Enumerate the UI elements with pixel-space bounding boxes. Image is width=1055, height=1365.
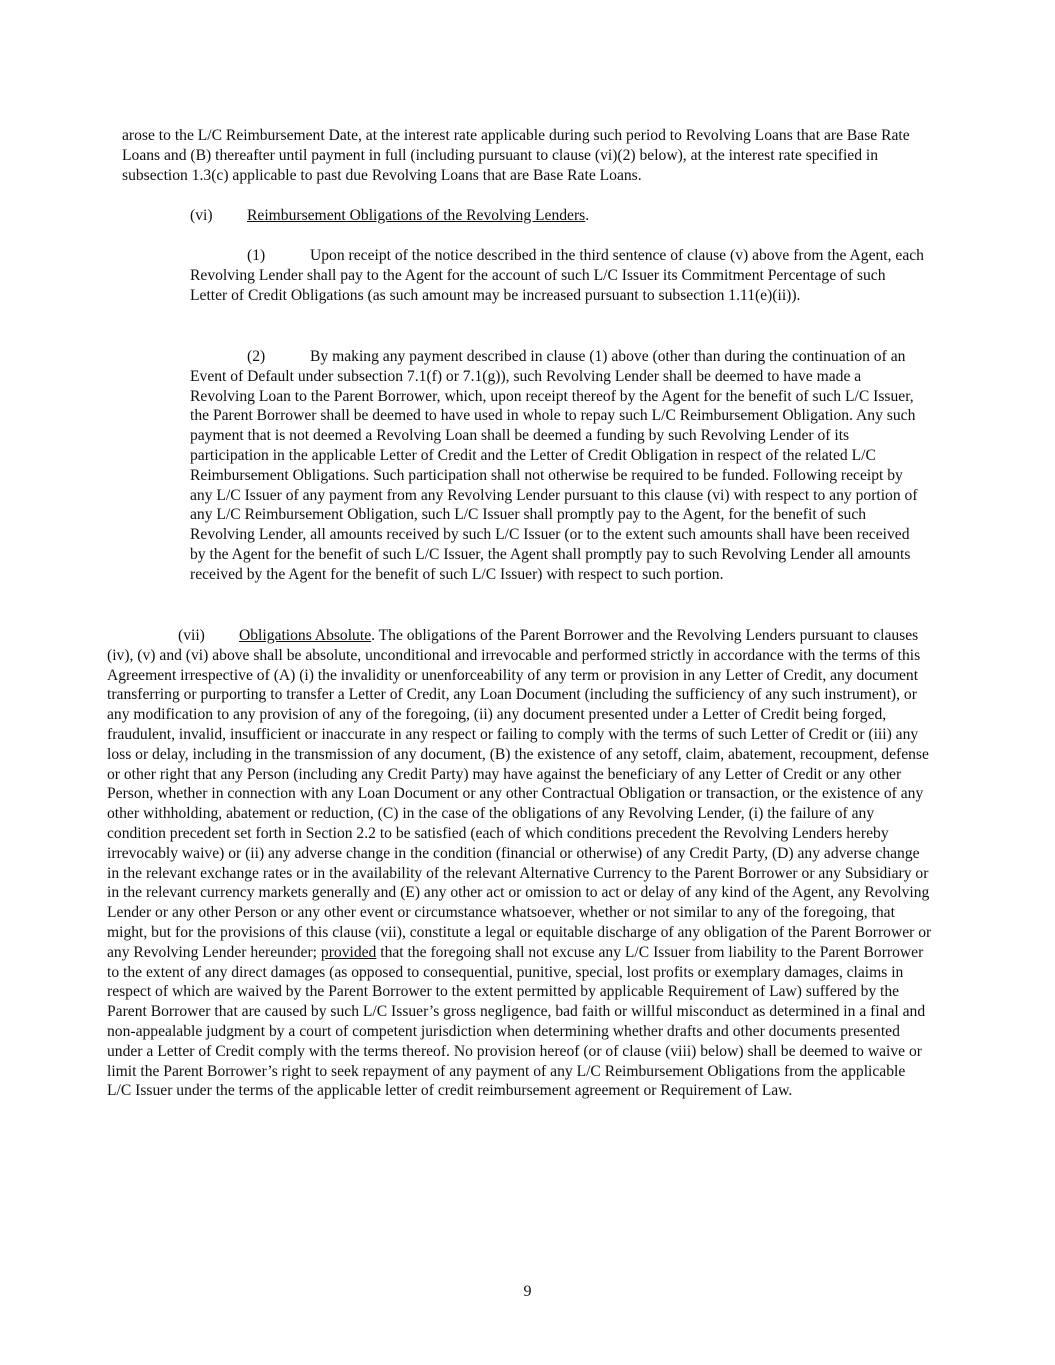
intro-paragraph: arose to the L/C Reimbursement Date, at the interest rate applicable during such period to Revolving Loans that are Base Rate Loans and (B) thereafter until payment in full (including pursuant to clause (vi)(2) below), at the interest rate specified in subsection 1.3(c) applicable to past due Revolving Loans that are Base Rate Loans.: [122, 127, 910, 184]
section-vi-subparagraph-1: [190, 246, 925, 305]
section-vii-text-b: that the foregoing shall not excuse any L/C Issuer from liability to the Parent Borrower to the extent of any direct damages (as opposed to consequential, punitive, special, lost profits or exemplary damages, claims in respect of which are waived by the Parent Borrower to the extent permitted by applicable Requirement of Law) suffered by the Parent Borrower that are caused by such L/C Issuer’s gross negligence, bad faith or willful misconduct as determined in a final and non-appealable judgment by a court of competent jurisdiction when determining whether drafts and other documents presented under a Letter of Credit comply with the terms thereof. No provision hereof (or of clause (viii) below) shall be deemed to waive or limit the Parent Borrower’s right to seek repayment of any payment of any L/C Reimbursement Obligations from the applicable L/C Issuer under the terms of the applicable letter of credit reimbursement agreement or Requirement of Law.: [107, 943, 926, 1100]
section-vi-title-end: .: [585, 207, 590, 224]
section-vii-text-a: . The obligations of the Parent Borrower and the Revolving Lenders pursuant to clauses (iv), (v) and (vi) above shall be absolute, unconditional and irrevocable and performed strictly in accordance with the terms of this Agreement irrespective of (A) (i) the invalidity or unenforceability of any term or provision in any Letter of Credit, any document transferring or purporting to transfer a Letter of Credit, any Loan Document (including the sufficiency of any such instrument), or any modification to any provision of any of the foregoing, (ii) any document presented under a Letter of Credit being forged, fraudulent, invalid, insufficient or inaccurate in any respect or failing to comply with the terms of such Letter of Credit or (iii) any loss or delay, including in the transmission of any document, (B) the existence of any setoff, claim, abatement, recoupment, defense or other right that any Person (including any Credit Party) may have against the beneficiary of any Letter of Credit or any other Person, whether in connection with any Loan Document or any other Contractual Obligation or transaction, or the existence of any other withholding, abatement or reduction, (C) in the case of the obligations of any Revolving Lender, (i) the failure of any condition precedent set forth in Section 2.2 to be satisfied (each of which conditions precedent the Revolving Lenders hereby irrevocably waive) or (ii) any adverse change in the condition (financial or otherwise) of any Credit Party, (D) any adverse change in the relevant exchange rates or in the availability of the relevant Alternative Currency to the Parent Borrower or any Subsidiary or in the relevant currency markets generally and (E) any other act or omission to act or delay of any kind of the Agent, any Revolving Lender or any other Person or any other event or circumstance whatsoever, whether or not similar to any of the foregoing, that might, but for the provisions of this clause (vii), constitute a legal or equitable discharge of any obligation of the Parent Borrower or any Revolving Lender hereunder;: [107, 627, 932, 961]
section-vi-number: (vi): [190, 207, 213, 224]
section-vii-number: (vii): [178, 627, 205, 644]
section-vii-paragraph: [107, 626, 932, 1101]
section-vi-title: Reimbursement Obligations of the Revolving Lenders: [247, 207, 586, 224]
section-vi-subparagraph-2: [190, 347, 925, 585]
sub-2-number: (2): [247, 348, 266, 365]
section-vii-title: Obligations Absolute: [239, 627, 372, 644]
proviso-term: provided: [320, 943, 377, 961]
section-vi-heading: [190, 206, 890, 226]
page-number: 9: [523, 1283, 532, 1300]
sub-1-number: (1): [247, 247, 266, 264]
sub-2-text: By making any payment described in clause (1) above (other than during the continuation of an Event of Default under subsection 7.1(f) or 7.1(g)), such Revolving Lender shall be deemed to have made a Revolving Loan to the Parent Borrower, which, upon receipt thereof by the Agent for the benefit of such L/C Issuer, the Parent Borrower shall be deemed to have used in whole to repay such L/C Reimbursement Obligation. Any such payment that is not deemed a Revolving Loan shall be deemed a funding by such Revolving Lender of its participation in the applicable Letter of Credit and the Letter of Credit Obligation in respect of the related L/C Reimbursement Obligations. Such participation shall not otherwise be required to be funded. Following receipt by any L/C Issuer of any payment from any Revolving Lender pursuant to this clause (vi) with respect to any portion of any L/C Reimbursement Obligation, such L/C Issuer shall promptly pay to the Agent, for the benefit of such Revolving Lender, all amounts received by such L/C Issuer (or to the extent such amounts shall have been received by the Agent for the benefit of such L/C Issuer, the Agent shall promptly pay to such Revolving Lender all amounts received by the Agent for the benefit of such L/C Issuer) with respect to such portion.: [190, 348, 918, 583]
sub-1-text: Upon receipt of the notice described in the third sentence of clause (v) above from the Agent, each Revolving Lender shall pay to the Agent for the account of such L/C Issuer its Commitment Percentage of such Letter of Credit Obligations (as such amount may be increased pursuant to subsection 1.11(e)(ii)).: [190, 247, 924, 304]
